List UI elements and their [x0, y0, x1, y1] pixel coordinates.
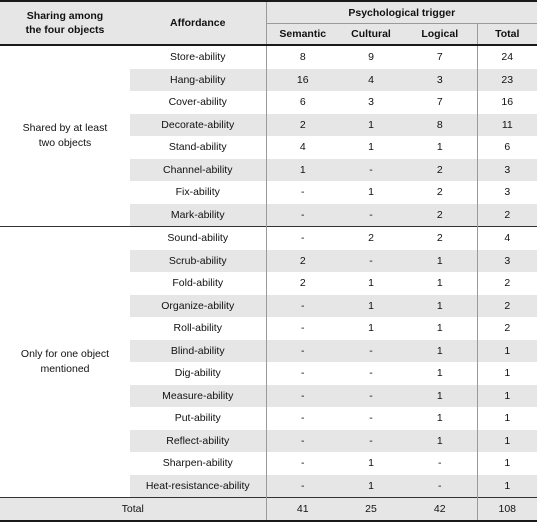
total-cell: 3 — [477, 250, 537, 273]
group-label — [0, 45, 130, 227]
affordance-cell: Reflect-ability — [130, 430, 266, 453]
semantic-cell: - — [266, 340, 339, 363]
total-logical: 42 — [403, 498, 477, 522]
affordance-cell: Sound-ability — [130, 227, 266, 250]
total-cell: 1 — [477, 362, 537, 385]
total-cell: 11 — [477, 114, 537, 137]
total-cell: 6 — [477, 136, 537, 159]
total-cell: 23 — [477, 69, 537, 92]
cultural-cell: 1 — [339, 475, 403, 498]
affordance-cell: Decorate-ability — [130, 114, 266, 137]
cultural-cell: 1 — [339, 295, 403, 318]
cultural-cell: - — [369, 412, 373, 425]
table-body — [0, 45, 537, 521]
group-header-line1: Sharing among — [26, 10, 104, 22]
cultural-cell: - — [369, 367, 373, 380]
semantic-cell: 4 — [266, 136, 339, 159]
logical-cell: 1 — [403, 340, 477, 363]
logical-cell: 1 — [403, 250, 477, 273]
logical-cell: - — [403, 475, 477, 498]
total-cell: 1 — [477, 340, 537, 363]
logical-cell: 1 — [436, 412, 443, 425]
semantic-cell: - — [266, 181, 339, 204]
total-cell: 1 — [477, 385, 537, 408]
affordance-cell: Fold-ability — [172, 277, 224, 290]
affordance-cell: Hang-ability — [130, 69, 266, 92]
group-label-line1: Shared by at least — [22, 122, 108, 134]
semantic-cell: 2 — [266, 250, 339, 273]
affordance-cell: Roll-ability — [173, 322, 222, 335]
total-cell: 24 — [477, 45, 537, 69]
total-header: Total — [477, 24, 537, 46]
affordance-cell: Channel-ability — [130, 159, 266, 182]
total-cell: 1 — [477, 475, 537, 498]
table-row — [0, 45, 537, 69]
group-column-header — [0, 1, 130, 45]
total-cell: 2 — [477, 317, 537, 340]
semantic-cell: 16 — [266, 69, 339, 92]
cultural-cell: 1 — [368, 141, 374, 154]
affordance-cell: Stand-ability — [168, 141, 227, 154]
totals-label: Total — [0, 498, 266, 522]
logical-cell: 7 — [436, 96, 443, 109]
total-cell: 4 — [477, 227, 537, 250]
logical-cell: 2 — [403, 159, 477, 182]
total-cell: 16 — [477, 91, 537, 114]
cultural-cell: - — [339, 340, 403, 363]
total-cultural: 25 — [339, 498, 403, 522]
cultural-cell: 2 — [339, 227, 403, 250]
semantic-cell: - — [266, 204, 339, 227]
cultural-cell: 1 — [368, 322, 374, 335]
affordance-cell: Mark-ability — [130, 204, 266, 227]
logical-cell: 2 — [403, 227, 477, 250]
semantic-cell: - — [266, 295, 339, 318]
affordance-cell: Fix-ability — [175, 186, 220, 199]
psychological-trigger-header: Psychological trigger — [266, 1, 537, 24]
semantic-cell: - — [266, 385, 339, 408]
logical-cell: 1 — [436, 141, 443, 154]
affordance-cell: Put-ability — [174, 412, 221, 425]
logical-cell: 1 — [436, 367, 443, 380]
cultural-cell: 4 — [339, 69, 403, 92]
total-semantic: 41 — [266, 498, 339, 522]
semantic-header: Semantic — [266, 24, 339, 46]
semantic-cell: - — [266, 362, 339, 385]
semantic-cell: 8 — [266, 45, 339, 69]
total-cell: 3 — [477, 181, 537, 204]
affordance-cell: Store-ability — [170, 51, 226, 64]
group-label — [0, 227, 130, 498]
total-cell: 2 — [477, 204, 537, 227]
affordance-cell: Cover-ability — [168, 96, 227, 109]
affordance-cell: Blind-ability — [130, 340, 266, 363]
semantic-cell: 2 — [266, 114, 339, 137]
semantic-cell: - — [266, 317, 339, 340]
semantic-cell: 2 — [266, 272, 339, 295]
semantic-cell: - — [266, 227, 339, 250]
logical-cell: 1 — [436, 322, 443, 335]
logical-cell: 7 — [436, 51, 443, 64]
affordance-cell: Heat-resistance-ability — [130, 475, 266, 498]
totals-row — [0, 498, 537, 522]
logical-cell: 1 — [436, 277, 443, 290]
total-grand: 108 — [477, 498, 537, 522]
group-label-line2: mentioned — [40, 363, 90, 375]
affordance-cell: Scrub-ability — [130, 250, 266, 273]
semantic-cell: - — [266, 475, 339, 498]
affordance-cell: Sharpen-ability — [162, 457, 233, 470]
cultural-cell: 3 — [368, 96, 374, 109]
total-cell: 1 — [477, 407, 537, 430]
total-cell: 2 — [477, 295, 537, 318]
cultural-cell: - — [339, 204, 403, 227]
cultural-cell: 1 — [368, 186, 374, 199]
total-cell: 3 — [477, 159, 537, 182]
affordance-cell: Dig-ability — [174, 367, 221, 380]
table-row — [0, 227, 537, 250]
table-header — [0, 1, 537, 45]
logical-cell: 8 — [403, 114, 477, 137]
logical-cell: 3 — [403, 69, 477, 92]
logical-cell: 1 — [403, 295, 477, 318]
affordance-cell: Measure-ability — [130, 385, 266, 408]
total-cell: 2 — [477, 272, 537, 295]
total-cell: 1 — [477, 452, 537, 475]
affordance-column-header: Affordance — [130, 1, 266, 45]
group-label-line2: two objects — [38, 137, 92, 149]
logical-cell: 2 — [403, 204, 477, 227]
cultural-cell: 9 — [368, 51, 374, 64]
cultural-cell: 1 — [368, 277, 374, 290]
cultural-cell: - — [339, 250, 403, 273]
group-label-line1: Only for one object — [20, 348, 110, 360]
logical-cell: 1 — [403, 430, 477, 453]
logical-cell: - — [438, 457, 442, 470]
logical-header: Logical — [403, 24, 477, 46]
total-cell: 1 — [477, 430, 537, 453]
affordance-cell: Organize-ability — [130, 295, 266, 318]
logical-cell: 1 — [403, 385, 477, 408]
cultural-cell: 1 — [339, 114, 403, 137]
semantic-cell: 6 — [266, 91, 339, 114]
semantic-cell: 1 — [266, 159, 339, 182]
logical-cell: 2 — [436, 186, 443, 199]
semantic-cell: - — [266, 407, 339, 430]
cultural-cell: - — [339, 159, 403, 182]
semantic-cell: - — [266, 452, 339, 475]
cultural-cell: 1 — [368, 457, 374, 470]
cultural-cell: - — [339, 385, 403, 408]
semantic-cell: - — [266, 430, 339, 453]
cultural-header: Cultural — [339, 24, 403, 46]
cultural-cell: - — [339, 430, 403, 453]
group-header-line2: the four objects — [25, 24, 105, 36]
